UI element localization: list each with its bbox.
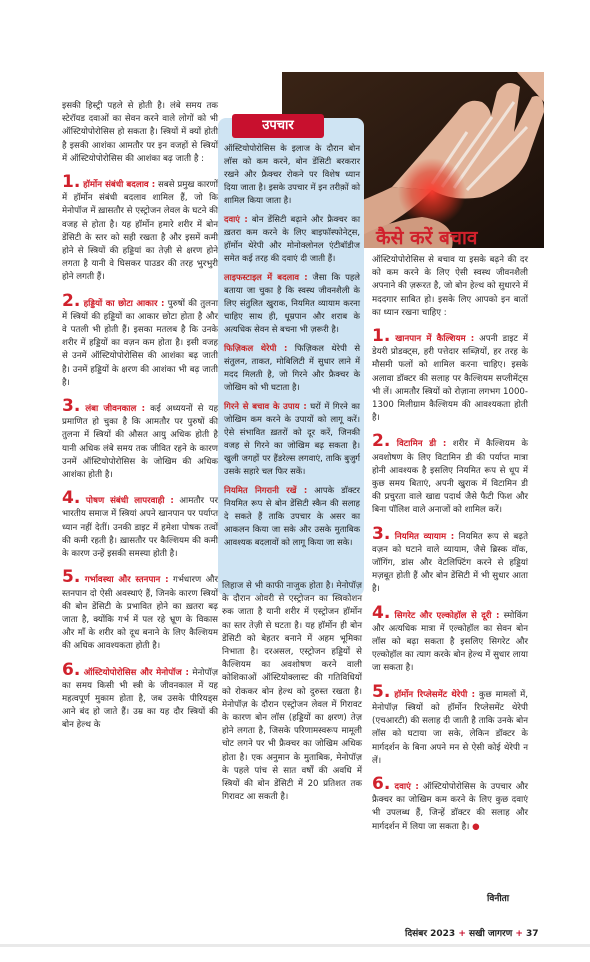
col3-intro: ऑस्टियोपोरोसिस से बचाव या इसके बढ़ने की दर को कम करने के लिए ऐसी स्वस्थ जीवनशैली अपनाने की ज़रूरत है, जो बोन हेल्थ को सुधारने में मददगार साबित हो। इसके लिए आपको इन बातों का ध्यान रखना चाहिए :	[372, 255, 528, 318]
article-column-1	[62, 100, 218, 742]
treatment-item: फिज़िकल थेरेपी : फिज़िकल थेरेपी से संतुलन, ताकत, मोबिलिटी में सुधार लाने में मदद मिलती है, जो गिरने और फ्रैक्चर के जोखिम को भी घटाता है।	[224, 343, 360, 392]
treatment-item: नियमित निगरानी रखें : आपके डॉक्टर नियमित रूप से बोन डेंसिटी स्कैन की सलाह दे सकते हैं ताकि उपचार के असर का आकलन किया जा सके और उसके मुताबिक आवश्यक बदलावों को लागू किया जा सके।	[224, 485, 360, 547]
footer-separator: +	[458, 929, 466, 939]
treatment-intro: ऑस्टियोपोरोसिस के इलाज के दौरान बोन लॉस को कम करने, बोन डेंसिटी बरकरार रखने और फ्रैक्चर रोकने पर विशेष ध्यान दिया जाता है। इसके उपचार में इन तरीक़ों को शामिल किया जाता है।	[224, 143, 360, 205]
cause-item: 5. गर्भावस्था और स्तनपान : गर्भधारण और स्तनपान दो ऐसी अवस्थाएं हैं, जिनके कारण स्त्रियों की बोन डेंसिटी के प्रभावित होने का ख़तरा बढ़ जाता है, क्योंकि गर्भ में पल रहे भ्रूण के विकास और माँ के शरीर को दूध बनाने के लिए कैल्शियम की अधिक आवश्यकता होती है।	[62, 567, 218, 652]
cause-item: 1. हॉर्मोन संबंधी बदलाव : सबसे प्रमुख कारणों में हॉर्मोन संबंधी बदलाव शामिल हैं, जो कि मेनोपॉज में ख़ासतौर से एस्ट्रोजन लेवल के घटने की वजह से होता है। यह हॉर्मोन हमारे शरीर में बोन डेंसिटी के स्तर को सही रखता है और इसमें कमी होने से स्त्रियों की हड्डियां का तेज़ी से क्षरण होने लगता है यानी वे घिसकर पाउडर की तरह भुरभुरी होने लगती हैं।	[62, 172, 218, 283]
footer-page-number: 37	[526, 929, 539, 939]
col1-intro: इसकी हिस्ट्री पहले से होती है। लंबे समय तक स्टेरॉयड दवाओं का सेवन करने वाले लोगों को भी ऑस्टियोपोरोसिस हो सकता है। स्त्रियों में क्यों होती है इसकी आशंका आमतौर पर इन वजहों से स्त्रियों में ऑस्टियोपोरोसिस की आशंका बढ़ जाती है :	[62, 101, 218, 164]
treatment-item: दवाएं : बोन डेंसिटी बढ़ाने और फ्रैक्चर का ख़तरा कम करने के लिए बाइफॉस्फोनेट्स, हॉर्मोन थेरेपी और मोनोक्लोनल एंटीबॉडीज समेत कई तरह की दवाएं दी जाती हैं।	[224, 214, 360, 263]
page-footer	[405, 926, 539, 939]
prevention-heading: कैसे करें बचाव	[376, 227, 478, 249]
prevention-item: 6. दवाएं : ऑस्टियोपोरोसिस के उपचार और फ्रैक्चर का जोखिम कम करने के लिए कुछ दवाएं भी उपलब्ध हैं, जिन्हें डॉक्टर की सलाह और मार्गदर्शन में लिया जा सकता है। ●	[372, 773, 528, 832]
article-column-3	[372, 254, 528, 843]
col2-text: लिहाज से भी काफी नाजुक होता है। मेनोपॉज़ के दौरान ओवरी से एस्ट्रोजन का स्त्रिकोशन रुक जाता है यानी शरीर में एस्ट्रोजन हॉर्मोन का स्तर तेज़ी से घटता है। यह हॉर्मोन ही बोन डेंसिटी को बेहतर बनाने में अहम भूमिका निभाता है। दरअसल, एस्ट्रोजन हड्डियों से कैल्शियम का अवशोषण करने वाली कोशिकाओं ऑस्टियोक्लास्ट की गतिविधियों को रोककर बोन हेल्थ को दुरुस्त रखता है। मेनोपॉज़ के दौरान एस्ट्रोजन लेवल में गिरावट के कारण बोन लॉस (हड्डियों का क्षरण) तेज़ होने लगता है, जिसके परिणामस्वरूप मामूली चोट लगने पर भी फ्रैक्चर का जोखिम अधिक होता है। एक अनुमान के मुताबिक, मेनोपॉज़ के पहले पांच से सात वर्षों की अवधि में स्त्रियों की बोन डेंसिटी में 20 प्रतिशत तक गिरावट आ सकती है।	[222, 581, 362, 803]
footer-month: दिसंबर 2023	[405, 929, 456, 939]
cause-item: 3. लंबा जीवनकाल : कई अध्ययनों से यह प्रमाणित हो चुका है कि आमतौर पर पुरुषों की तुलना में स्त्रियों की औसत आयु अधिक होती है यानी अधिक लंबे समय तक जीवित रहने के कारण उनमें ऑस्टियोपोरोसिस के जोखिम की अधिक आशंका होती है।	[62, 396, 219, 481]
treatment-box-title: उपचार	[232, 114, 324, 138]
prevention-item: 1. खानपान में कैल्शियम : अपनी डाइट में डेयरी प्रोडक्ट्स, हरी पत्तेदार सब्ज़ियों, हर तरह के मौसमी फलों को शामिल करना चाहिए। इसके अलावा डॉक्टर की सलाह पर कैल्शियम सप्लीमेंट्स भी लें। आमतौर स्त्रियों को रोज़ाना लगभग 1000-1300 मिलीग्राम कैल्शियम की आवश्यकता होती है।	[372, 326, 529, 424]
article-column-2	[222, 580, 362, 813]
end-mark: ●	[472, 821, 480, 832]
cause-item: 4. पोषण संबंधी लापरवाही : आमतौर पर भारतीय समाज में स्त्रियां अपने खानपान पर पर्याप्त ध्यान नहीं देतीं। उनकी डाइट में हमेशा पोषक तत्वों की कमी रहती है। ख़ासतौर पर कैल्शियम की कमी के कारण उन्हें इसकी समस्या होती है।	[62, 488, 218, 560]
page-bottom-edge	[0, 944, 590, 947]
cause-item: 2. हड्डियों का छोटा आकार : पुरुषों की तुलना में स्त्रियों की हड्डियों का आकार छोटा होता है और वे पतली भी होती हैं। इसका मतलब है कि उनके शरीर में हड्डियों का वज़न कम होता है। इसी वजह से उनमें ऑस्टियोपोरोसिस की आशंका बढ़ जाती है। उनमें हड्डियों के क्षरण की आशंका भी बढ़ जाती है।	[62, 290, 219, 388]
footer-separator: +	[515, 929, 523, 939]
cause-item: 6. ऑस्टियोपोरोसिस और मेनोपॉज : मेनोपॉज़ का समय किसी भी स्त्री के जीवनकाल में यह महत्वपूर्ण मुकाम होता है, जब उसके पीरियड्स आने बंद हो जाते हैं। उम्र का यह दौर स्त्रियों की बोन हेल्थ के	[62, 659, 218, 731]
prevention-item: 2. विटामिन डी : शरीर में कैल्शियम के अवशोषण के लिए विटामिन डी की पर्याप्त मात्रा होनी आवश्यक है इसलिए नियमित रूप से धूप में कुछ समय बिताएं, अपनी खुराक में विटामिन डी की प्रचुरता वाले खाद्य पदार्थ जैसे फैटी फिश और बिना पॉलिश वाले अनाजों को शामिल करें।	[372, 431, 529, 516]
treatment-item: गिरने से बचाव के उपाय : घरों में गिरने का जोखिम कम करने के उपायों को लागू करें। ऐसे संभावित ख़तरों को दूर करें, जिनकी वजह से गिरने का जोखिम बढ़ सकता है। खुली जगहों पर हैंडरेल्स लगवाएं, ताकि बुजुर्ग उसके सहारे चल फिर सकें।	[224, 401, 360, 476]
prevention-item: 4. सिगरेट और एल्कोहॉल से दूरी : स्मोकिंग और अत्यधिक मात्रा में एल्कोहॉल का सेवन बोन लॉस को बढ़ा सकता है इसलिए सिगरेट और एल्कोहॉल का त्याग करके बोन हेल्थ में सुधार लाया जा सकता है।	[372, 602, 529, 674]
footer-magazine: सखी जागरण	[469, 929, 513, 939]
prevention-item: 3. नियमित व्यायाम : नियमित रूप से बढ़ते वज़न को घटाने वाले व्यायाम, जैसे ब्रिस्क वॉक, जॉगिंग, डांस और वेटलिफ्टिंग करने से हड्डियां मज़बूत होती हैं और बोन डेंसिटी में भी सुधार आता है।	[372, 523, 528, 595]
treatment-box-body	[224, 142, 360, 555]
author-name: विनीता	[487, 894, 510, 904]
treatment-item: लाइफस्टाइल में बदलाव : जैसा कि पहले बताया जा चुका है कि स्वस्थ जीवनशैली के लिए संतुलित खुराक, नियमित व्यायाम करना चाहिए साथ ही, धूम्रपान और शराब के अत्यधिक सेवन से बचना भी ज़रूरी है।	[224, 272, 360, 334]
prevention-item: 5. हॉर्मोन रिप्लेसमेंट थेरेपी : कुछ मामलों में, मेनोपॉज़ स्त्रियों को हॉर्मोन रिप्लेसमेंट थेरेपी (एचआरटी) की सलाह दी जाती है ताकि उनके बोन लॉस को घटाया जा सके, लेकिन डॉक्टर के मार्गदर्शन के बिना अपने मन से ऐसी कोई थेरेपी न लें।	[372, 681, 529, 766]
